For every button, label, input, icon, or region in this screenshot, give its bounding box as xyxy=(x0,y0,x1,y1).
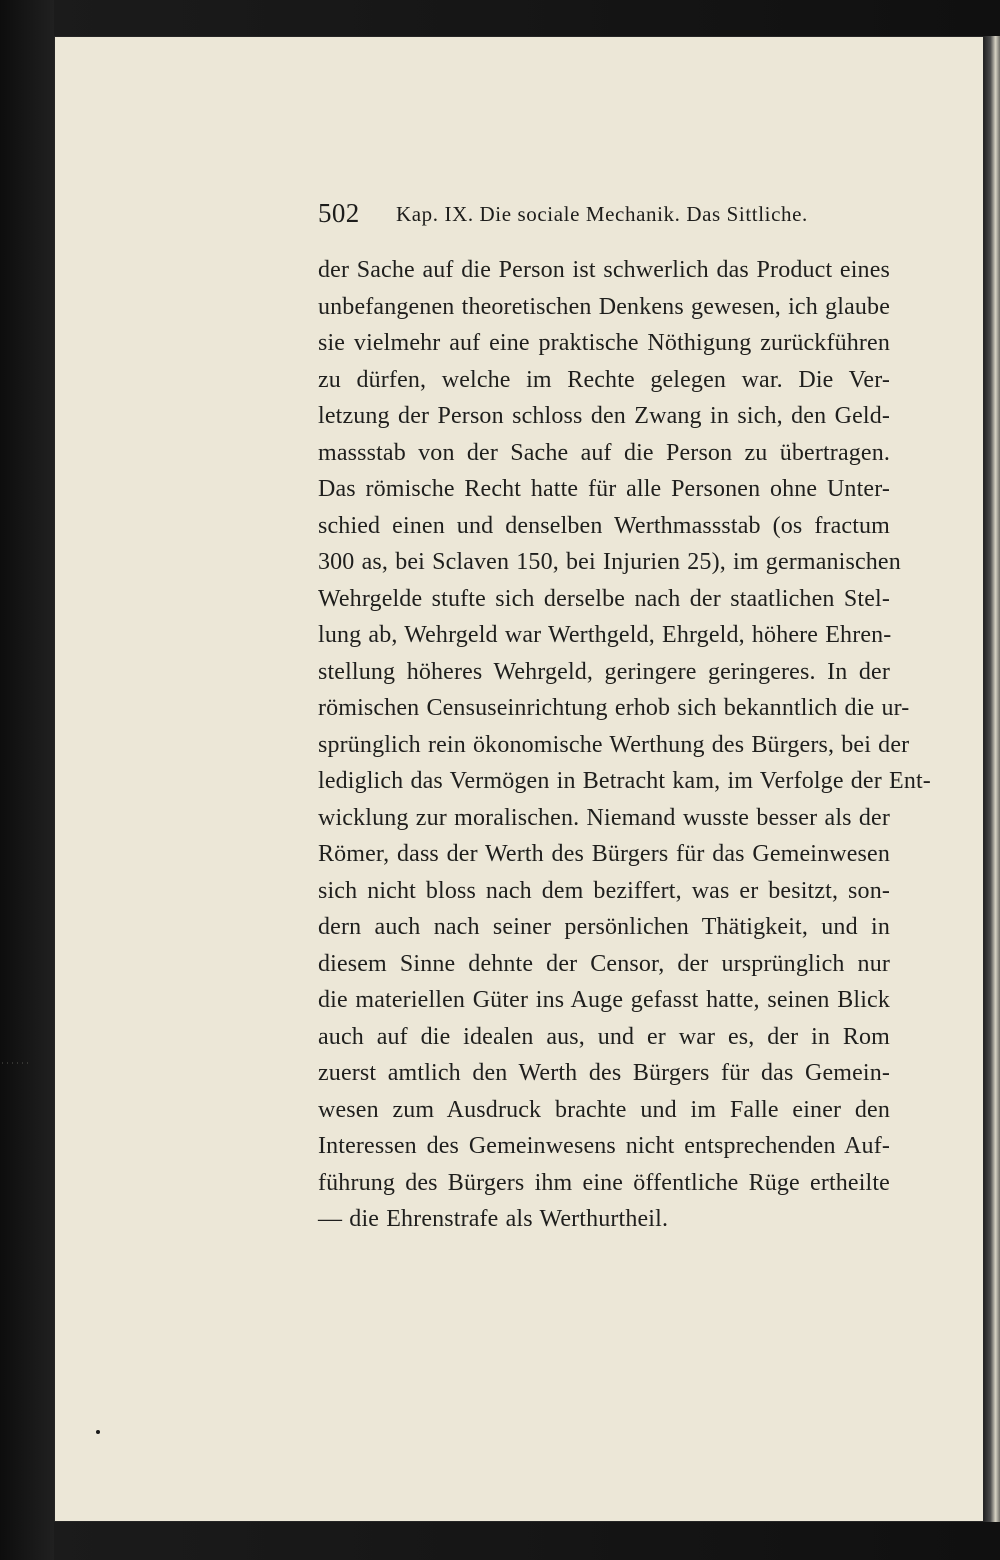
text-line: wicklung zur moralischen. Niemand wusste besser als der xyxy=(318,804,890,831)
text-line: diesem Sinne dehnte der Censor, der ursprünglich nur xyxy=(318,950,890,977)
text-line: lediglich das Vermögen in Betracht kam, im Verfolge der Ent- xyxy=(318,768,931,794)
text-line: Interessen des Gemeinwesens nicht entsprechenden Auf- xyxy=(318,1133,890,1159)
text-line: 300 as, bei Sclaven 150, bei Injurien 25), im germanischen xyxy=(318,549,901,575)
right-binding-edge xyxy=(984,36,1000,1522)
margin-dot xyxy=(96,1430,100,1434)
text-line: zu dürfen, welche im Rechte gelegen war. Die Ver- xyxy=(318,366,890,393)
running-title: Kap. IX. Die sociale Mechanik. Das Sittliche. xyxy=(396,202,808,226)
left-binding-shadow xyxy=(0,0,54,1560)
text-line: die materiellen Güter ins Auge gefasst hatte, seinen Blick xyxy=(318,987,890,1013)
text-line: wesen zum Ausdruck brachte und im Falle einer den xyxy=(318,1096,890,1123)
text-line: sprünglich rein ökonomische Werthung des Bürgers, bei der xyxy=(318,731,910,758)
text-line: auch auf die idealen aus, und er war es, der in Rom xyxy=(318,1023,890,1050)
text-line: sich nicht bloss nach dem beziffert, was er besitzt, son- xyxy=(318,877,890,904)
text-line: massstab von der Sache auf die Person zu übertragen. xyxy=(318,439,890,466)
text-line: lung ab, Wehrgeld war Werthgeld, Ehrgeld, höhere Ehren- xyxy=(318,622,892,648)
left-margin-marks: ˙˙˙˙˙˙ xyxy=(0,1062,30,1073)
body-text xyxy=(318,252,931,1238)
text-line: schied einen und denselben Werthmassstab (os fractum xyxy=(318,512,890,539)
page-header xyxy=(318,198,910,230)
text-line: letzung der Person schloss den Zwang in sich, den Geld- xyxy=(318,403,890,429)
text-line: Wehrgelde stufte sich derselbe nach der staatlichen Stel- xyxy=(318,585,890,612)
page-number: 502 xyxy=(318,198,360,228)
text-line: Das römische Recht hatte für alle Personen ohne Unter- xyxy=(318,476,890,502)
text-line: führung des Bürgers ihm eine öffentliche Rüge ertheilte xyxy=(318,1169,890,1196)
text-line: sie vielmehr auf eine praktische Nöthigung zurückführen xyxy=(318,330,890,356)
text-line: der Sache auf die Person ist schwerlich das Product eines xyxy=(318,257,890,283)
text-line: zuerst amtlich den Werth des Bürgers für das Gemein- xyxy=(318,1060,890,1086)
text-line: Römer, dass der Werth des Bürgers für das Gemeinwesen xyxy=(318,841,890,867)
text-line: unbefangenen theoretischen Denkens gewesen, ich glaube xyxy=(318,293,890,320)
text-line: — die Ehrenstrafe als Werthurtheil. xyxy=(318,1206,669,1232)
text-line: dern auch nach seiner persönlichen Thätigkeit, und in xyxy=(318,914,890,940)
text-line: römischen Censuseinrichtung erhob sich bekanntlich die ur- xyxy=(318,695,910,721)
text-line: stellung höheres Wehrgeld, geringere geringeres. In der xyxy=(318,658,890,685)
